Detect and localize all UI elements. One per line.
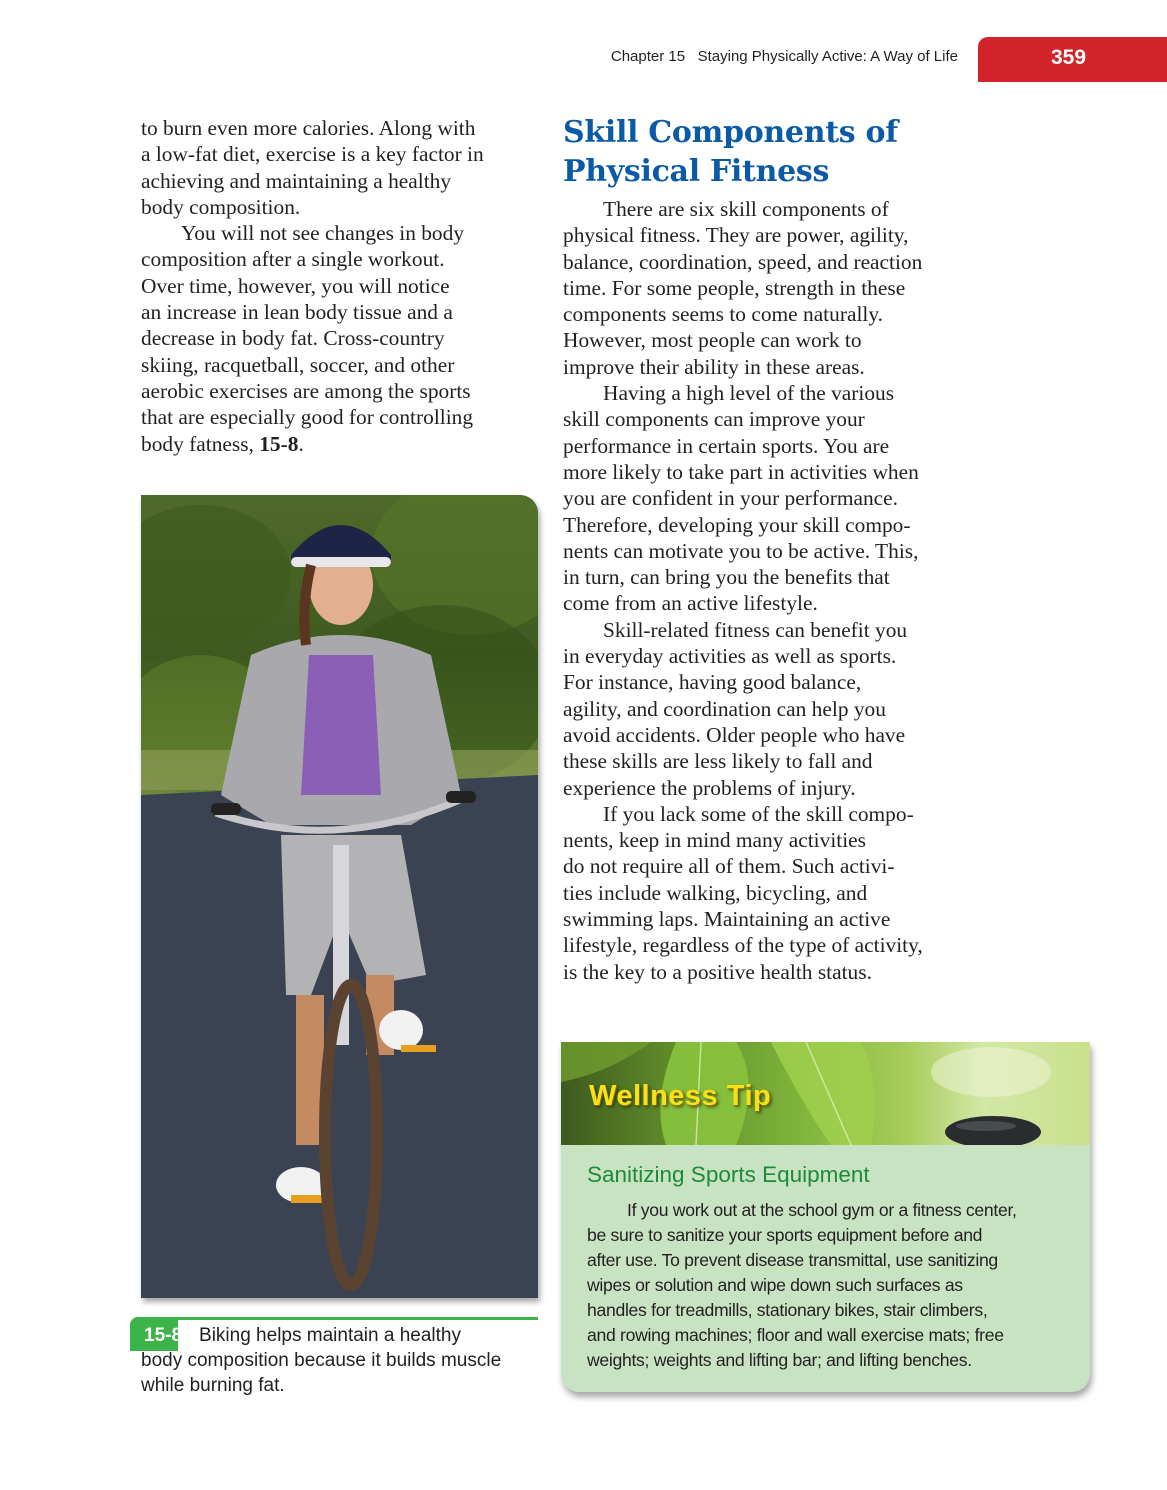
text-line: nents, keep in mind many activities — [563, 828, 866, 853]
paragraph — [141, 115, 541, 220]
running-head: Chapter 15 Staying Physically Active: A Way of Life — [610, 48, 958, 65]
text-line: achieving and maintaining a healthy — [141, 168, 452, 193]
text-line: physical fitness. They are power, agility, — [563, 223, 909, 248]
text-line — [141, 431, 541, 457]
text-line: swimming laps. Maintaining an active — [563, 907, 891, 932]
page-number-tab — [978, 37, 1167, 82]
text-line: these skills are less likely to fall and — [563, 749, 873, 774]
paragraph — [563, 801, 963, 985]
text-line: skill components can improve your — [563, 407, 865, 432]
paragraph — [563, 617, 963, 801]
text-fragment: body fatness, — [141, 431, 260, 456]
text-line: improve their ability in these areas. — [563, 354, 865, 379]
text-line: in everyday activities as well as sports. — [563, 644, 897, 669]
text-line: avoid accidents. Older people who have — [563, 722, 906, 747]
text-line: Having a high level of the various — [603, 381, 895, 406]
text-line: Over time, however, you will notice — [141, 273, 450, 298]
figure-photo-biking — [141, 495, 538, 1298]
text-line: skiing, racquetball, soccer, and other — [141, 352, 455, 377]
caption-rule — [141, 1317, 538, 1320]
text-line: wipes or solution and wipe down such surfaces as — [587, 1275, 963, 1295]
figure-caption — [141, 1323, 541, 1398]
text-line: agility, and coordination can help you — [563, 696, 886, 721]
text-line: ties include walking, bicycling, and — [563, 880, 868, 905]
text-line: Skill-related fitness can benefit you — [603, 617, 908, 642]
text-line: You will not see changes in body — [181, 221, 465, 246]
text-line: do not require all of them. Such activi- — [563, 854, 895, 879]
left-column — [141, 115, 541, 457]
text-line: to burn even more calories. Along with — [141, 116, 476, 140]
text-line: performance in certain sports. You are — [563, 433, 890, 458]
text-line: However, most people can work to — [563, 328, 862, 353]
text-line: come from an active lifestyle. — [563, 591, 818, 616]
paragraph — [587, 1198, 1077, 1373]
figure-reference: 15-8 — [259, 431, 299, 456]
text-line: be sure to sanitize your sports equipment before and — [587, 1225, 983, 1245]
cyclist-illustration — [141, 495, 538, 1298]
text-line: For instance, having good balance, — [563, 670, 862, 695]
text-line: body composition. — [141, 194, 301, 219]
text-line: an increase in lean body tissue and a — [141, 300, 453, 325]
text-line: If you lack some of the skill compo- — [603, 801, 914, 826]
text-line: Therefore, developing your skill compo- — [563, 512, 911, 537]
paragraph — [141, 220, 541, 457]
wellness-tip-body — [587, 1198, 1077, 1373]
text-line: is the key to a positive health status. — [563, 959, 872, 984]
text-line: after use. To prevent disease transmittal, use sanitizing — [587, 1250, 998, 1270]
text-line: and rowing machines; floor and wall exercise mats; free — [587, 1325, 1004, 1345]
paragraph — [563, 196, 963, 380]
text-line: nents can motivate you to be active. This, — [563, 538, 919, 563]
figure-number: 15-8 — [144, 1325, 183, 1346]
text-line: components seems to come naturally. — [563, 302, 883, 327]
caption-rest: body composition because it builds muscle while burning fat. — [141, 1350, 502, 1396]
text-line: you are confident in your performance. — [563, 486, 898, 511]
text-line: handles for treadmills, stationary bikes, stair climbers, — [587, 1300, 988, 1320]
text-line: that are especially good for controlling — [141, 405, 474, 430]
text-fragment: . — [298, 431, 304, 456]
text-line: If you work out at the school gym or a fitness center, — [627, 1200, 1017, 1220]
text-line: time. For some people, strength in these — [563, 275, 906, 300]
wellness-tip-title: Sanitizing Sports Equipment — [587, 1162, 870, 1187]
text-line: more likely to take part in activities when — [563, 459, 919, 484]
text-line: balance, coordination, speed, and reaction — [563, 249, 923, 274]
wellness-tip-label: Wellness Tip — [589, 1080, 772, 1112]
text-line: lifestyle, regardless of the type of activity, — [563, 933, 923, 958]
text-line: experience the problems of injury. — [563, 775, 856, 800]
caption-first-line: Biking helps maintain a healthy — [199, 1325, 461, 1346]
text-line: aerobic exercises are among the sports — [141, 378, 471, 403]
wellness-tip-header-image — [561, 1042, 1090, 1145]
page-number: 359 — [1050, 45, 1087, 69]
wellness-tip-box — [561, 1042, 1090, 1392]
text-line: weights; weights and lifting bar; and lifting benches. — [587, 1350, 972, 1370]
paragraph — [563, 380, 963, 617]
section-heading: Skill Components of Physical Fitness — [563, 115, 898, 189]
text-line: a low-fat diet, exercise is a key factor in — [141, 142, 484, 167]
text-line: There are six skill components of — [603, 197, 889, 221]
text-line: in turn, can bring you the benefits that — [563, 565, 890, 590]
right-column — [563, 196, 963, 985]
text-line: decrease in body fat. Cross-country — [141, 326, 445, 351]
text-line: composition after a single workout. — [141, 247, 445, 272]
